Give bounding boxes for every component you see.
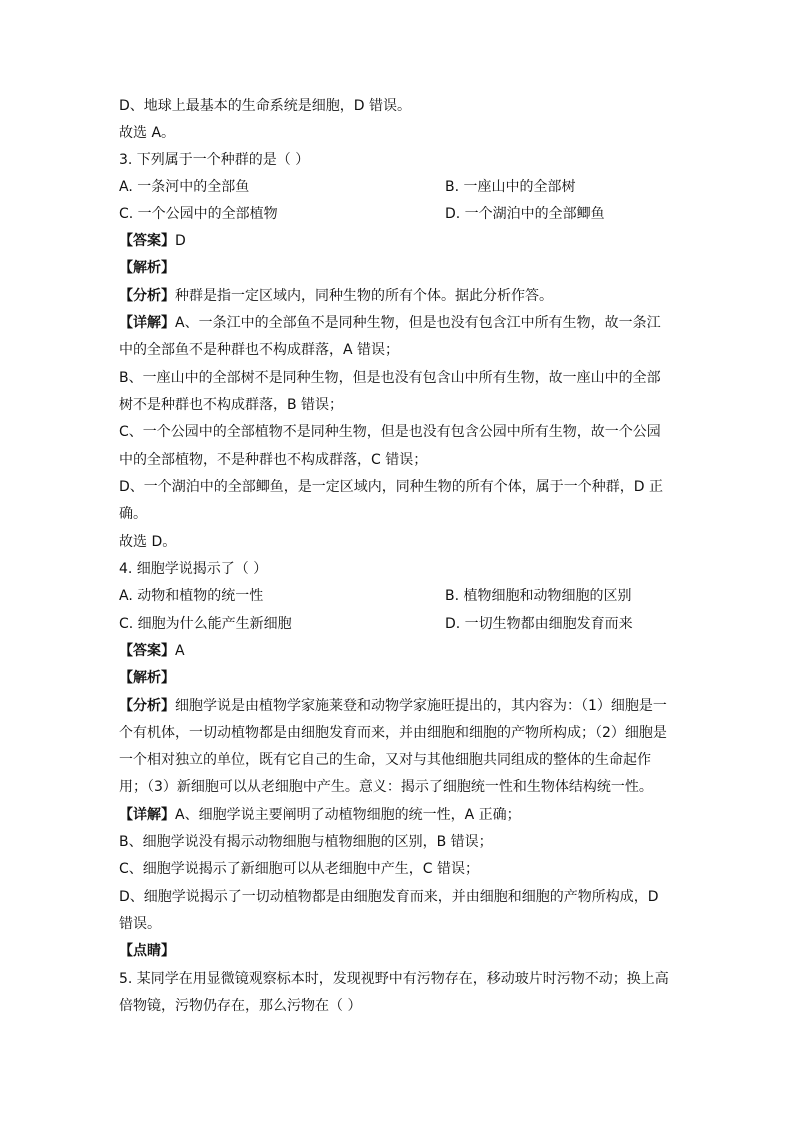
q3-xiangjie-line-5: C、一个公园中的全部植物不是同种生物，但是也没有包含公园中所有生物，故一个公园 [119, 424, 661, 440]
q3-option-a: A. 一条河中的全部鱼 [119, 179, 250, 195]
q4-fenxi-tag: 【分析】 [119, 698, 175, 714]
q4-fenxi-line-1 [119, 696, 667, 716]
q4-stem: 4. 细胞学说揭示了（ ） [119, 561, 268, 577]
q3-option-c: C. 一个公园中的全部植物 [119, 206, 278, 222]
q3-option-d: D. 一个湖泊中的全部鲫鱼 [445, 206, 605, 222]
q3-xiangjie-line-7: D、一个湖泊中的全部鲫鱼，是一定区域内，同种生物的所有个体，属于一个种群，D 正 [119, 479, 664, 495]
q4-option-c: C. 细胞为什么能产生新细胞 [119, 616, 292, 632]
q4-answer-value: A [175, 643, 185, 659]
q4-option-d: D. 一切生物都由细胞发育而来 [445, 616, 633, 632]
q4-xiangjie-tag: 【详解】 [119, 807, 175, 823]
q4-option-a: A. 动物和植物的统一性 [119, 588, 264, 604]
q3-xiangjie-line-1 [119, 313, 661, 333]
q4-xiangjie-line-3: C、细胞学说揭示了新细胞可以从老细胞中产生，C 错误； [119, 861, 479, 877]
q4-xiangjie-line-5: 错误。 [119, 916, 161, 932]
q4-fenxi-line-3: 一个相对独立的单位，既有它自己的生命，又对与其他细胞共同组成的整体的生命起作 [119, 752, 651, 768]
q3-analysis-heading: 【解析】 [119, 260, 175, 276]
q5-stem-line-1: 5. 某同学在用显微镜观察标本时，发现视野中有污物存在，移动玻片时污物不动；换上高 [119, 971, 669, 987]
q3-xiangjie-line-4: 树不是种群也不构成群落，B 错误； [119, 397, 344, 413]
q4-fenxi-text-1: 细胞学说是由植物学家施莱登和动物学家施旺提出的，其内容为：（1）细胞是一 [175, 698, 667, 714]
q3-xiangjie-text-1: A、一条江中的全部鱼不是同种生物，但是也没有包含江中所有生物，故一条江 [175, 315, 661, 331]
q3-option-b: B. 一座山中的全部树 [445, 179, 576, 195]
q3-fenxi-text: 种群是指一定区域内，同种生物的所有个体。据此分析作答。 [175, 288, 553, 304]
q3-stem: 3. 下列属于一个种群的是（ ） [119, 152, 310, 168]
q3-xiangjie-line-6: 中的全部植物，不是种群也不构成群落，C 错误； [119, 452, 428, 468]
q4-analysis-heading: 【解析】 [119, 670, 175, 686]
q4-fenxi-line-2: 个有机体，一切动植物都是由细胞发育而来，并由细胞和细胞的产物所构成；（2）细胞是 [119, 725, 667, 741]
q3-xiangjie-line-2: 中的全部鱼不是种群也不构成群落，A 错误； [119, 342, 400, 358]
q4-xiangjie-text-1: A、细胞学说主要阐明了动植物细胞的统一性，A 正确； [175, 807, 521, 823]
q4-xiangjie-line-4: D、细胞学说揭示了一切动植物都是由细胞发育而来，并由细胞和细胞的产物所构成，D [119, 889, 659, 905]
q3-answer [119, 231, 186, 251]
q3-fenxi [119, 286, 553, 306]
q3-xiangjie-line-3: B、一座山中的全部树不是同种生物，但是也没有包含山中所有生物，故一座山中的全部 [119, 370, 661, 386]
q3-answer-value: D [175, 233, 186, 249]
q4-fenxi-line-4: 用；（3）新细胞可以从老细胞中产生。意义：揭示了细胞统一性和生物体结构统一性。 [119, 779, 653, 795]
q3-answer-tag: 【答案】 [119, 233, 175, 249]
q4-xiangjie-line-1 [119, 805, 521, 825]
q4-xiangjie-line-2: B、细胞学说没有揭示动物细胞与植物细胞的区别，B 错误； [119, 834, 493, 850]
q5-stem-line-2: 倍物镜，污物仍存在，那么污物在（ ） [119, 998, 362, 1014]
q4-dianjing-heading: 【点睛】 [119, 943, 175, 959]
q3-fenxi-tag: 【分析】 [119, 288, 175, 304]
q2-option-d-explanation: D、地球上最基本的生命系统是细胞，D 错误。 [119, 98, 412, 114]
q2-conclusion: 故选 A。 [119, 125, 176, 141]
q3-xiangjie-line-8: 确。 [119, 506, 147, 522]
q4-answer [119, 641, 185, 661]
q3-conclusion: 故选 D。 [119, 534, 177, 550]
q3-xiangjie-tag: 【详解】 [119, 315, 175, 331]
q4-answer-tag: 【答案】 [119, 643, 175, 659]
q4-option-b: B. 植物细胞和动物细胞的区别 [445, 588, 632, 604]
